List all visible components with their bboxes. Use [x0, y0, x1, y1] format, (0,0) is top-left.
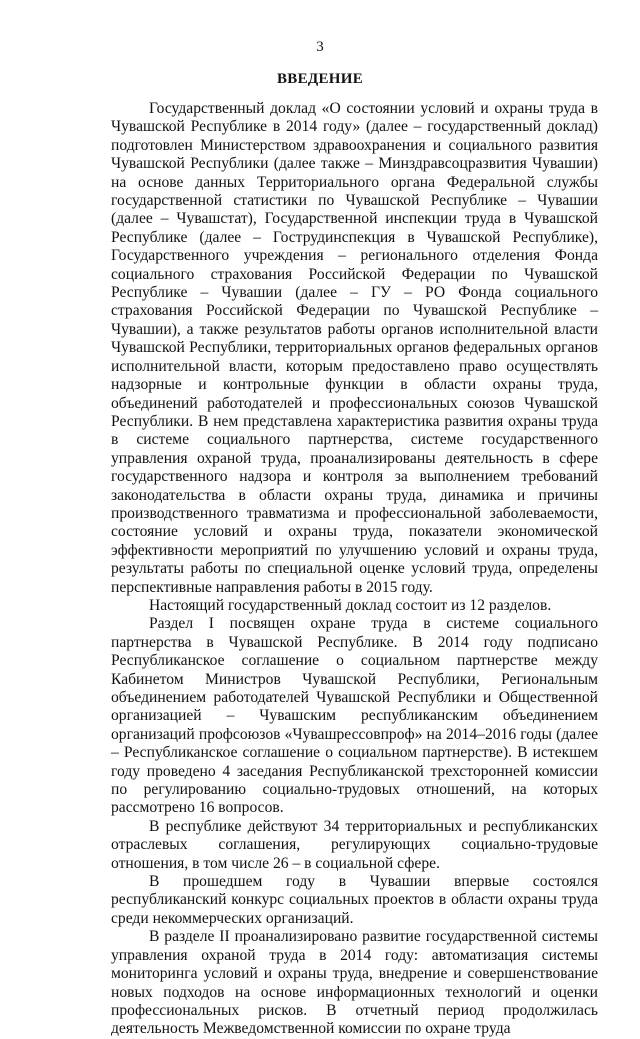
paragraph-contest: В прошедшем году в Чувашии впервые состоялся республиканский конкурс социальных проектов в области охраны труда среди некоммерческих организаций.: [111, 873, 598, 927]
paragraph-agreements: В республике действуют 34 территориальных и республиканских отраслевых соглашения, регулирующих социально-трудовые отношения, в том числе 26 – в социальной сфере.: [111, 817, 598, 872]
paragraph-section-1: Раздел I посвящен охране труда в системе социального партнерства в Чувашской Республике. В 2014 году подписано Республиканское соглашение о социальном партнерстве между Кабинетом Министров Чувашской Республики, Региональным объединением работодателей Чувашской Республики и Общественной организацией – Чувашским республиканским объединением организаций профсоюзов «Чувашрессовпроф» на 2014–2016 годы (далее – Республиканское соглашение о социальном партнерстве). В истекшем году проведено 4 заседания Республиканской трехсторонней комиссии по регулированию социально-трудовых отношений, на которых рассмотрено 16 вопросов.: [111, 615, 598, 817]
body-text: [111, 100, 598, 1039]
page-number: 3: [316, 39, 324, 55]
section-title: ВВЕДЕНИЕ: [276, 71, 364, 87]
paragraph-sections-count: Настоящий государственный доклад состоит из 12 разделов.: [149, 596, 552, 614]
paragraph-report-overview: Государственный доклад «О состоянии условий и охраны труда в Чувашской Республике в 2014 году» (далее – государственный доклад) подготовлен Министерством здравоохранения и социального развития Чувашской Республики (далее также – Минздравсоцразвития Чувашии) на основе данных Территориального органа Федеральной службы государственной статистики по Чувашской Республике – Чувашии (далее – Чувашстат), Государственной инспекции труда в Чувашской Республике (далее – Гострудинспекция в Чувашской Республике), Государственного учреждения – регионального отделения Фонда социального страхования Российской Федерации по Чувашской Республике – Чувашии (далее – ГУ – РО Фонда социального страхования Российской Федерации по Чувашской Республике – Чувашии), а также результатов работы органов исполнительной власти Чувашской Республики, территориальных органов федеральных органов исполнительной власти, которым предоставлено право осуществлять надзорные и контрольные функции в области охраны труда, объединений работодателей и профессиональных союзов Чувашской Республики. В нем представлена характеристика развития охраны труда в системе социального партнерства, системе государственного управления охраной труда, проанализированы деятельность в сфере государственного надзора и контроля за выполнением требований законодательства в области охраны труда, динамика и причины производственного травматизма и профессиональной заболеваемости, состояние условий и охраны труда, показатели экономической эффективности мероприятий по улучшению условий и охраны труда, результаты работы по специальной оценке условий труда, определены перспективные направления работы в 2015 году.: [111, 100, 598, 596]
paragraph-section-2: В разделе II проанализировано развитие государственной системы управления охраной труда в 2014 году: автоматизация системы мониторинга условий и охраны труда, внедрение и совершенствование новых подходов на основе информационных технологий и оценки профессиональных рисков. В отчетный период продолжилась деятельность Межведомственной комиссии по охране труда: [111, 928, 598, 1038]
